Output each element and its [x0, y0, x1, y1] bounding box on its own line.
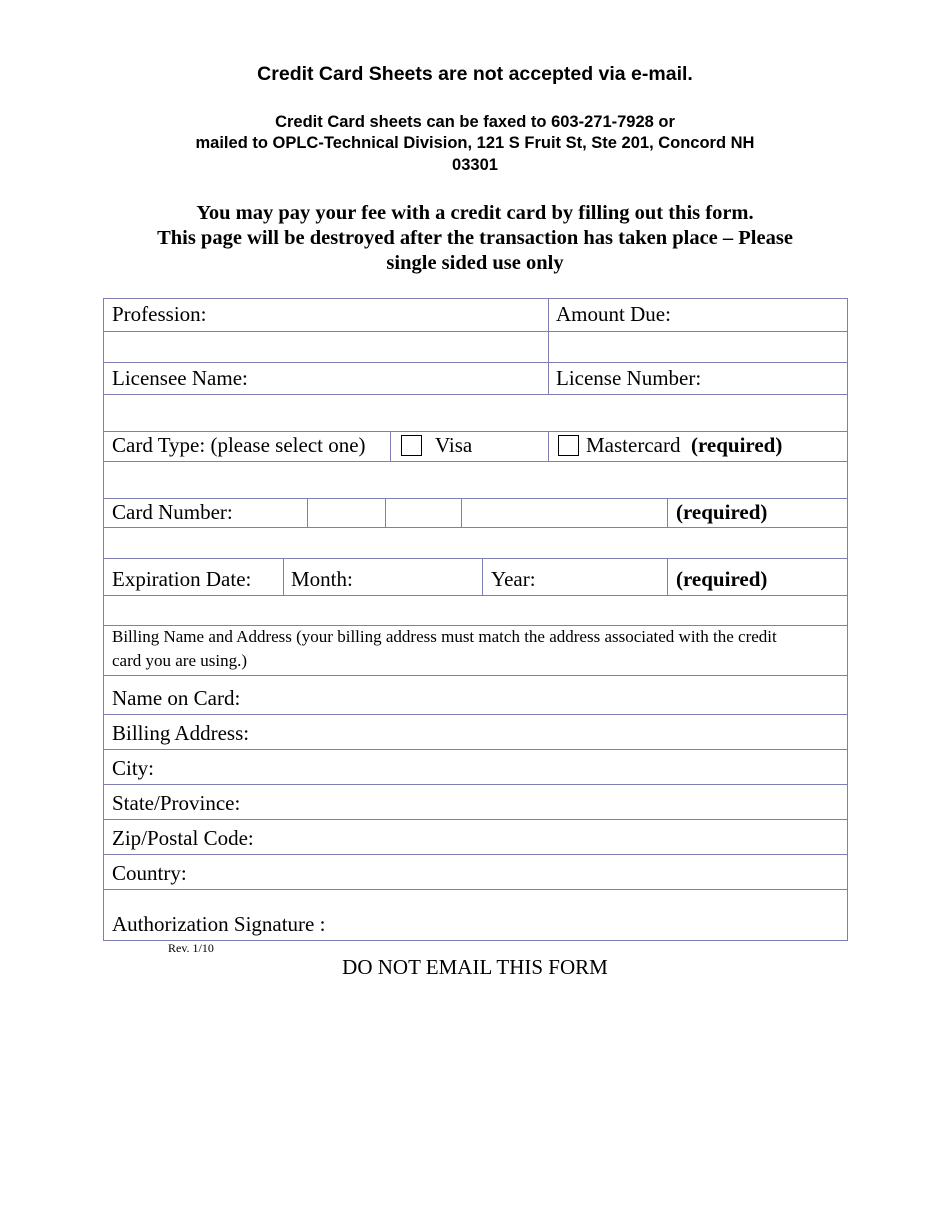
signature-label: Authorization Signature :	[112, 912, 326, 936]
mastercard-label: Mastercard	[586, 433, 681, 457]
card-type-spacer	[103, 461, 848, 499]
billing-note	[112, 625, 847, 675]
year-label: Year:	[491, 567, 536, 591]
revision-label: Rev. 1/10	[168, 941, 214, 955]
fax-instructions: Credit Card sheets can be faxed to 603-271-7928 or	[275, 113, 675, 131]
month-label: Month:	[291, 567, 353, 591]
mastercard-checkbox[interactable]	[558, 435, 579, 456]
amount-due-label: Amount Due:	[556, 302, 671, 326]
expiration-spacer	[103, 595, 848, 626]
email-notice-heading: Credit Card Sheets are not accepted via e-mail.	[257, 63, 693, 85]
do-not-email-warning: DO NOT EMAIL THIS FORM	[342, 955, 608, 979]
city-field[interactable]	[103, 749, 848, 785]
amount-due-field[interactable]	[548, 331, 848, 363]
zip-label: Zip/Postal Code:	[112, 826, 254, 850]
license-number-label: License Number:	[556, 366, 702, 390]
mastercard-label-group	[586, 433, 782, 458]
card-number-spacer	[103, 527, 848, 559]
country-label: Country:	[112, 861, 187, 885]
country-field[interactable]	[103, 854, 848, 890]
licensee-name-label: Licensee Name:	[112, 366, 248, 390]
mastercard-required-label: (required)	[690, 433, 783, 457]
profession-field[interactable]	[103, 331, 549, 363]
mail-zip: 03301	[452, 156, 498, 174]
pay-instructions-line-2: This page will be destroyed after the transaction has taken place – Please	[157, 227, 793, 249]
name-on-card-label: Name on Card:	[112, 686, 241, 710]
state-label: State/Province:	[112, 791, 241, 815]
pay-instructions-line-3: single sided use only	[386, 252, 564, 274]
card-number-segment-1[interactable]	[307, 498, 386, 528]
card-number-label: Card Number:	[112, 500, 233, 524]
card-number-segment-3[interactable]	[461, 498, 668, 528]
expiration-required-label: (required)	[676, 567, 768, 591]
card-number-segment-2[interactable]	[385, 498, 462, 528]
profession-label: Profession:	[112, 302, 207, 326]
card-number-required-label: (required)	[676, 500, 768, 524]
licensee-field[interactable]	[103, 394, 848, 432]
expiration-date-label: Expiration Date:	[112, 567, 252, 591]
visa-checkbox[interactable]	[401, 435, 422, 456]
billing-note-line-1: Billing Name and Address (your billing address must match the address associated with the credit	[112, 627, 777, 646]
billing-address-label: Billing Address:	[112, 721, 250, 745]
city-label: City:	[112, 756, 155, 780]
visa-label: Visa	[435, 433, 473, 457]
billing-note-line-2: card you are using.)	[112, 651, 248, 670]
pay-instructions-line-1: You may pay your fee with a credit card by filling out this form.	[196, 202, 754, 224]
card-type-label: Card Type: (please select one)	[112, 433, 366, 457]
mail-instructions: mailed to OPLC-Technical Division, 121 S Fruit St, Ste 201, Concord NH	[195, 134, 755, 152]
